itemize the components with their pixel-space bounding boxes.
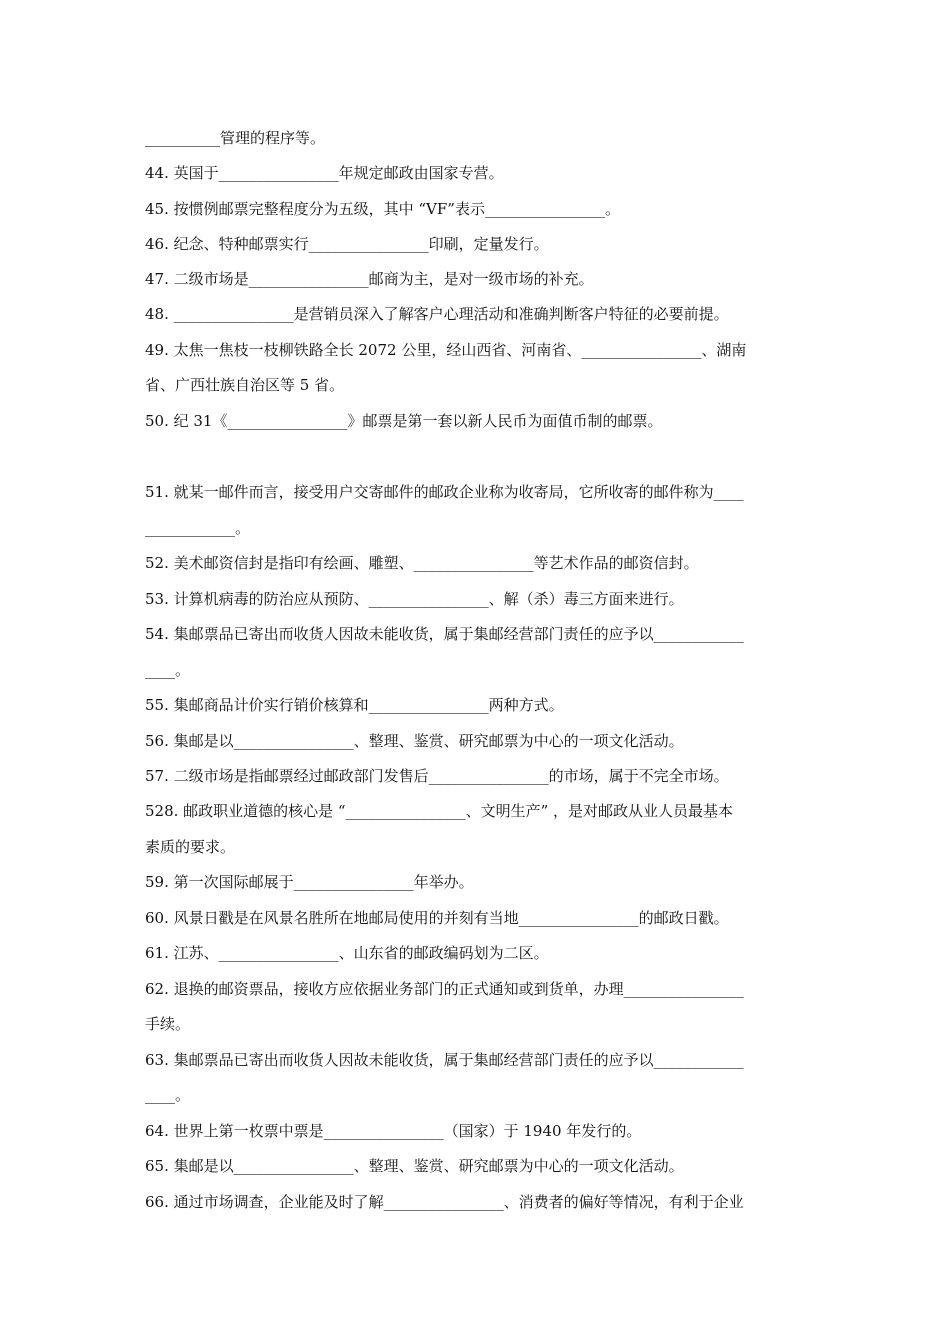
question-45: 45. 按惯例邮票完整程度分为五级，其中 “VF”表示________________。 xyxy=(145,200,620,218)
question-47: 47. 二级市场是________________邮商为主，是对一级市场的补充。 xyxy=(145,270,594,288)
question-63: 63. 集邮票品已寄出而收货人因故未能收货，属于集邮经营部门责任的应予以____________ xyxy=(145,1051,744,1069)
question-63-cont: ____。 xyxy=(145,1086,191,1104)
question-52: 52. 美术邮资信封是指印有绘画、雕塑、________________等艺术作品的邮资信封。 xyxy=(145,554,699,572)
question-64: 64. 世界上第一枚票中票是________________（国家）于 1940 年发行的。 xyxy=(145,1122,642,1140)
question-46: 46. 纪念、特种邮票实行________________印刷，定量发行。 xyxy=(145,235,549,253)
question-54: 54. 集邮票品已寄出而收货人因故未能收货，属于集邮经营部门责任的应予以____________ xyxy=(145,625,744,643)
question-58-cont: 素质的要求。 xyxy=(145,838,236,856)
question-51: 51. 就某一邮件而言，接受用户交寄邮件的邮政企业称为收寄局，它所收寄的邮件称为____ xyxy=(145,483,744,501)
question-49: 49. 太焦一焦枝一枝柳铁路全长 2072 公里，经山西省、河南省、________________、湖南 xyxy=(145,341,747,359)
question-44: 44. 英国于________________年规定邮政由国家专营。 xyxy=(145,164,504,182)
question-62-cont: 手续。 xyxy=(145,1015,191,1033)
question-57: 57. 二级市场是指邮票经过邮政部门发售后________________的市场，属于不完全市场。 xyxy=(145,767,729,785)
question-54-cont: ____。 xyxy=(145,661,191,679)
text-line-43-cont: __________管理的程序等。 xyxy=(145,129,326,147)
question-55: 55. 集邮商品计价实行销价核算和________________两种方式。 xyxy=(145,696,564,714)
question-65: 65. 集邮是以________________、整理、鉴赏、研究邮票为中心的一项文化活动。 xyxy=(145,1157,684,1175)
question-62: 62. 退换的邮资票品，接收方应依据业务部门的正式通知或到货单，办理________________ xyxy=(145,980,744,998)
question-49-cont: 省、广西壮族自治区等 5 省。 xyxy=(145,376,345,394)
question-61: 61. 江苏、________________、山东省的邮政编码划为二区。 xyxy=(145,944,549,962)
question-48: 48. ________________是营销员深入了解客户心理活动和准确判断客户特征的必要前提。 xyxy=(145,305,729,323)
question-51-cont: ____________。 xyxy=(145,519,251,537)
question-53: 53. 计算机病毒的防治应从预防、________________、解（杀）毒三方面来进行。 xyxy=(145,590,684,608)
question-58: 528. 邮政职业道德的核心是 “________________、文明生产” ，是对邮政从业人员最基本 xyxy=(145,802,734,820)
question-66: 66. 通过市场调查，企业能及时了解________________、消费者的偏好等情况，有利于企业 xyxy=(145,1193,744,1211)
question-60: 60. 风景日戳是在风景名胜所在地邮局使用的并刻有当地________________的邮政日戳。 xyxy=(145,909,729,927)
question-56: 56. 集邮是以________________、整理、鉴赏、研究邮票为中心的一项文化活动。 xyxy=(145,732,684,750)
question-59: 59. 第一次国际邮展于________________年举办。 xyxy=(145,873,474,891)
question-50: 50. 纪 31《________________》邮票是第一套以新人民币为面值币制的邮票。 xyxy=(145,412,663,430)
